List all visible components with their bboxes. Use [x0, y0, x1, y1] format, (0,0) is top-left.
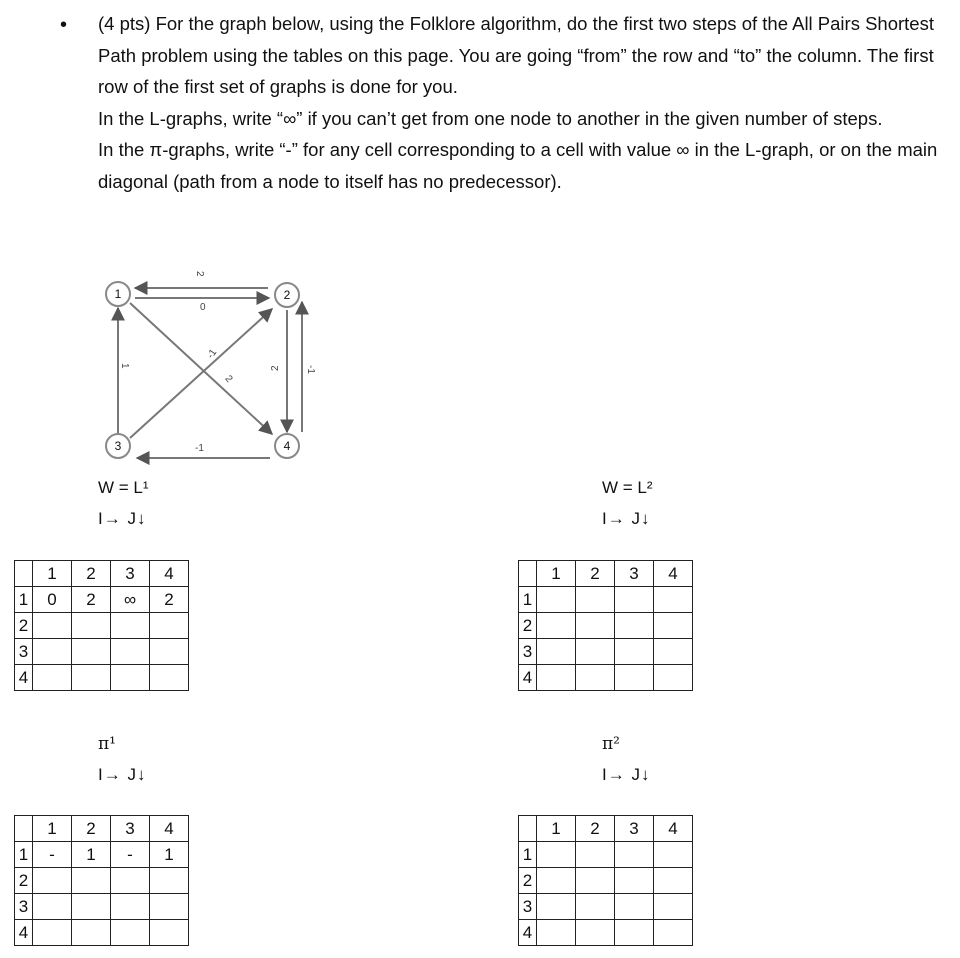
p1-direction: I→ J↓	[98, 765, 147, 784]
cell[interactable]: -	[111, 842, 150, 868]
cell[interactable]	[537, 613, 576, 639]
cell[interactable]	[537, 894, 576, 920]
cell[interactable]	[111, 868, 150, 894]
cell[interactable]	[72, 613, 111, 639]
row-header: 1	[519, 842, 537, 868]
cell[interactable]	[111, 613, 150, 639]
edge-1-to-4	[130, 303, 272, 434]
cell[interactable]	[72, 894, 111, 920]
problem-line-1: (4 pts) For the graph below, using the Folklore algorithm, do the first two steps of the All Pairs Shortest Path problem using the tables on this page. You are going “from” the row and “to” the column. The first row of the first set of graphs is done for you.	[98, 13, 934, 97]
weight-2-to-4: 2	[270, 365, 281, 371]
cell[interactable]	[111, 920, 150, 946]
node-label-3: 3	[114, 439, 122, 453]
col-header: 2	[576, 561, 615, 587]
cell[interactable]	[615, 842, 654, 868]
col-header: 1	[537, 561, 576, 587]
row-header: 3	[519, 639, 537, 665]
cell[interactable]	[576, 842, 615, 868]
cell[interactable]	[72, 639, 111, 665]
row-header: 1	[15, 842, 33, 868]
col-header: 2	[576, 816, 615, 842]
cell[interactable]	[111, 665, 150, 691]
cell[interactable]	[33, 639, 72, 665]
row-header: 4	[15, 665, 33, 691]
cell[interactable]	[537, 665, 576, 691]
col-header: 2	[72, 816, 111, 842]
cell[interactable]	[33, 613, 72, 639]
cell[interactable]: 1	[72, 842, 111, 868]
graph-diagram	[90, 258, 330, 473]
cell[interactable]	[72, 665, 111, 691]
cell[interactable]	[150, 613, 189, 639]
col-header: 4	[654, 816, 693, 842]
col-header: 1	[33, 561, 72, 587]
corner-cell	[519, 816, 537, 842]
cell[interactable]	[72, 920, 111, 946]
cell[interactable]: 0	[33, 587, 72, 613]
col-header: 4	[150, 561, 189, 587]
weight-4-to-2: -1	[305, 365, 316, 374]
cell[interactable]	[33, 868, 72, 894]
cell[interactable]	[576, 868, 615, 894]
row-header: 2	[15, 868, 33, 894]
cell[interactable]	[654, 842, 693, 868]
cell[interactable]	[654, 894, 693, 920]
problem-statement	[98, 8, 958, 197]
cell[interactable]	[615, 665, 654, 691]
cell[interactable]	[576, 613, 615, 639]
cell[interactable]	[576, 639, 615, 665]
p1-table	[14, 815, 189, 946]
weight-1-to-2: 0	[200, 302, 206, 313]
l2-title: W = L²	[602, 478, 653, 497]
col-header: 1	[33, 816, 72, 842]
l1-direction: I→ J↓	[98, 509, 147, 528]
row-header: 4	[15, 920, 33, 946]
row-header: 4	[519, 665, 537, 691]
node-label-1: 1	[114, 287, 122, 301]
cell[interactable]	[537, 868, 576, 894]
cell[interactable]	[654, 587, 693, 613]
col-header: 3	[111, 561, 150, 587]
l2-table	[518, 560, 693, 691]
cell[interactable]	[615, 639, 654, 665]
cell[interactable]	[33, 894, 72, 920]
problem-line-2: In the L-graphs, write “∞” if you can’t get from one node to another in the given number of steps.	[98, 107, 883, 129]
cell[interactable]	[654, 639, 693, 665]
p2-table	[518, 815, 693, 946]
row-header: 2	[15, 613, 33, 639]
corner-cell	[519, 561, 537, 587]
node-label-2: 2	[283, 288, 291, 302]
cell[interactable]	[33, 665, 72, 691]
p1-title: π¹	[98, 734, 116, 754]
cell[interactable]: ∞	[111, 587, 150, 613]
col-header: 3	[615, 561, 654, 587]
cell[interactable]	[576, 665, 615, 691]
row-header: 2	[519, 613, 537, 639]
edge-3-to-2	[130, 309, 272, 438]
cell[interactable]	[615, 894, 654, 920]
cell[interactable]: -	[33, 842, 72, 868]
weight-2-to-1: 2	[194, 271, 205, 277]
col-header: 2	[72, 561, 111, 587]
cell[interactable]	[150, 894, 189, 920]
cell[interactable]	[615, 920, 654, 946]
col-header: 3	[615, 816, 654, 842]
cell[interactable]	[615, 613, 654, 639]
col-header: 4	[150, 816, 189, 842]
cell[interactable]	[150, 868, 189, 894]
cell[interactable]	[654, 665, 693, 691]
cell[interactable]: 2	[150, 587, 189, 613]
cell[interactable]	[150, 665, 189, 691]
row-header: 1	[15, 587, 33, 613]
row-header: 3	[519, 894, 537, 920]
cell[interactable]	[537, 587, 576, 613]
row-header: 1	[519, 587, 537, 613]
row-header: 3	[15, 894, 33, 920]
weight-3-to-2: -1	[205, 347, 220, 361]
weight-3-to-1: 1	[119, 363, 130, 369]
p2-direction: I→ J↓	[602, 765, 651, 784]
cell[interactable]	[654, 868, 693, 894]
cell[interactable]	[576, 920, 615, 946]
cell[interactable]	[33, 920, 72, 946]
row-header: 2	[519, 868, 537, 894]
weight-1-to-4: 2	[222, 373, 235, 385]
bullet: •	[60, 14, 68, 36]
cell[interactable]	[615, 868, 654, 894]
cell[interactable]	[537, 842, 576, 868]
row-header: 3	[15, 639, 33, 665]
col-header: 1	[537, 816, 576, 842]
cell[interactable]	[654, 920, 693, 946]
l1-title: W = L¹	[98, 478, 149, 497]
cell[interactable]	[615, 587, 654, 613]
cell[interactable]	[537, 920, 576, 946]
cell[interactable]: 1	[150, 842, 189, 868]
cell[interactable]	[150, 639, 189, 665]
col-header: 4	[654, 561, 693, 587]
row-header: 4	[519, 920, 537, 946]
cell[interactable]	[576, 587, 615, 613]
corner-cell	[15, 816, 33, 842]
weight-4-to-3: -1	[195, 443, 204, 454]
problem-line-3: In the π-graphs, write “-” for any cell corresponding to a cell with value ∞ in the L-graph, or on the main diagonal (path from a node to itself has no predecessor).	[98, 139, 938, 192]
cell[interactable]	[72, 868, 111, 894]
p2-title: π²	[602, 734, 620, 754]
l2-direction: I→ J↓	[602, 509, 651, 528]
col-header: 3	[111, 816, 150, 842]
node-label-4: 4	[283, 439, 291, 453]
cell[interactable]	[537, 639, 576, 665]
cell[interactable]	[576, 894, 615, 920]
cell[interactable]	[111, 894, 150, 920]
corner-cell	[15, 561, 33, 587]
cell[interactable]	[654, 613, 693, 639]
cell[interactable]: 2	[72, 587, 111, 613]
cell[interactable]	[111, 639, 150, 665]
l1-table	[14, 560, 189, 691]
cell[interactable]	[150, 920, 189, 946]
